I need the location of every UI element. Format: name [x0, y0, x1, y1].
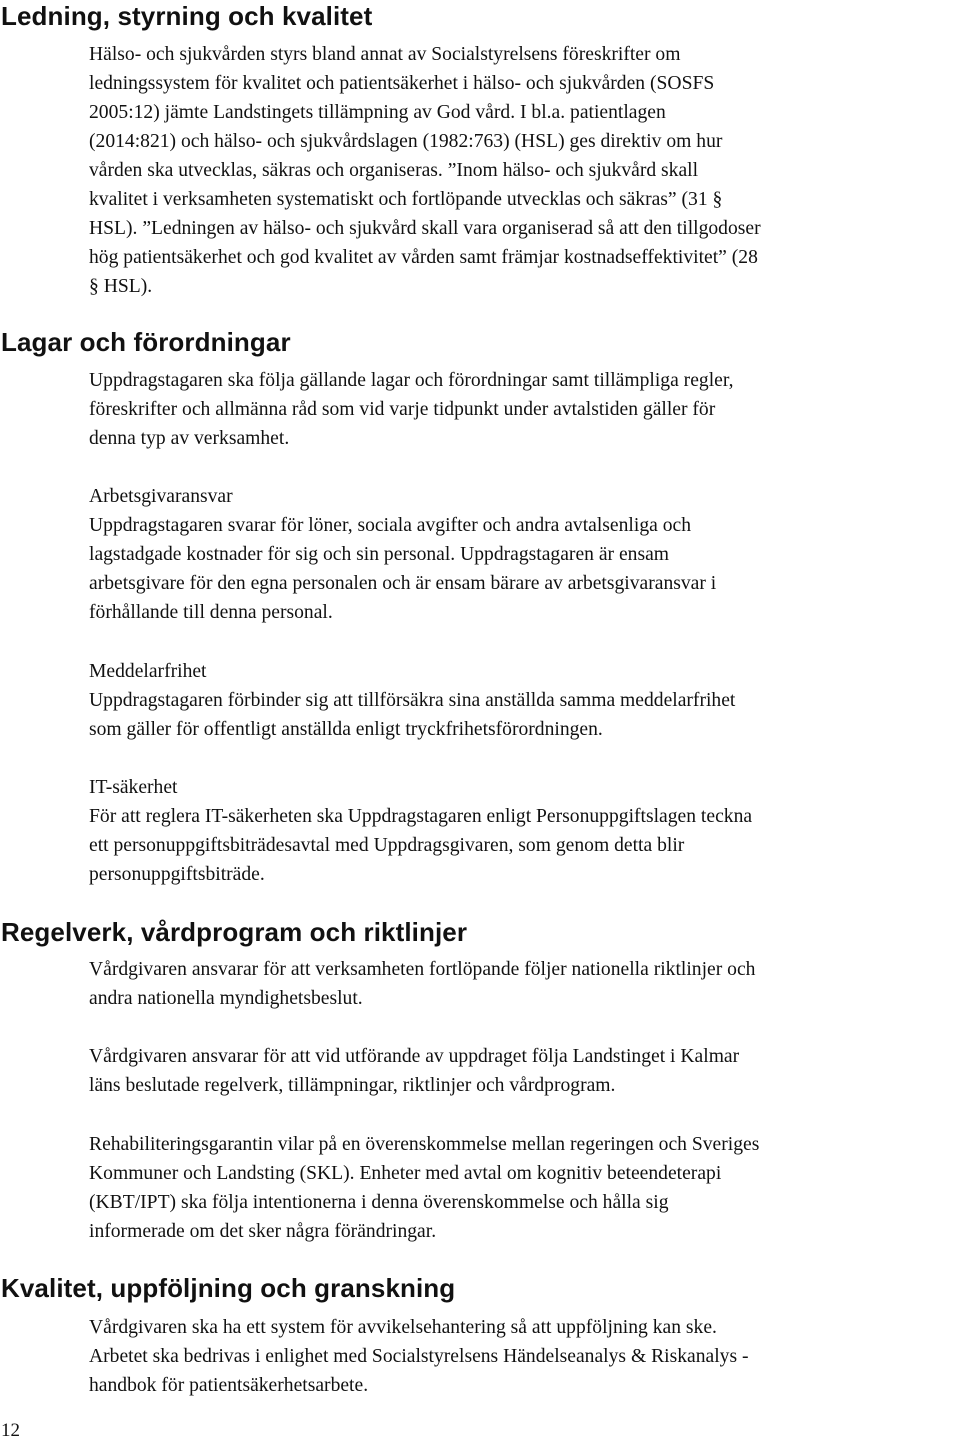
text-line: Uppdragstagaren ska följa gällande lagar och förordningar samt tillämpliga regler,	[89, 370, 734, 391]
section-heading-ledning: Ledning, styrning och kvalitet	[1, 1, 373, 31]
text-line: föreskrifter och allmänna råd som vid varje tidpunkt under avtalstiden gäller för	[89, 399, 716, 420]
text-line: handbok för patientsäkerhetsarbete.	[89, 1375, 369, 1396]
section-heading-lagar: Lagar och förordningar	[1, 327, 291, 357]
text-line: informerade om det sker några förändringar.	[89, 1221, 437, 1242]
text-line: andra nationella myndighetsbeslut.	[89, 988, 363, 1009]
paragraph-avvikelsehantering	[89, 1313, 749, 1400]
text-line: ledningssystem för kvalitet och patientsäkerhet i hälso- och sjukvården (SOSFS	[89, 73, 715, 94]
text-line: lagstadgade kostnader för sig och sin personal. Uppdragstagaren är ensam	[89, 544, 670, 565]
text-line: ett personuppgiftsbiträdesavtal med Uppdragsgivaren, som genom detta blir	[89, 835, 685, 856]
text-line: För att reglera IT-säkerheten ska Uppdragstagaren enligt Personuppgiftslagen teckna	[89, 806, 753, 827]
text-line: Vårdgivaren ansvarar för att vid utförande av uppdraget följa Landstinget i Kalmar	[89, 1046, 740, 1067]
text-line: arbetsgivare för den egna personalen och är ensam bärare av arbetsgivaransvar i	[89, 573, 717, 594]
text-line: som gäller för offentligt anställda enligt tryckfrihetsförordningen.	[89, 719, 603, 740]
text-line: vården ska utvecklas, säkras och organiseras. ”Inom hälso- och sjukvård skall	[89, 160, 699, 181]
text-line: denna typ av verksamhet.	[89, 428, 290, 449]
text-line: 2005:12) jämte Landstingets tillämpning av God vård. I bl.a. patientlagen	[89, 102, 666, 123]
text-line: Vårdgivaren ska ha ett system för avvikelsehantering så att uppföljning kan ske.	[89, 1317, 717, 1338]
text-line: Rehabiliteringsgarantin vilar på en överenskommelse mellan regeringen och Sveriges	[89, 1134, 760, 1155]
paragraph-rehabiliteringsgaranti	[89, 1130, 759, 1246]
text-line: (KBT/IPT) ska följa intentionerna i denna överenskommelse och hålla sig	[89, 1192, 669, 1213]
text-line: Arbetet ska bedrivas i enlighet med Socialstyrelsens Händelseanalys & Riskanalys -	[89, 1346, 749, 1367]
paragraph-landstinget-regelverk	[89, 1042, 739, 1100]
paragraph-nationella-riktlinjer	[89, 955, 755, 1013]
text-line: Kommuner och Landsting (SKL). Enheter med avtal om kognitiv beteendeterapi	[89, 1163, 722, 1184]
text-line: Uppdragstagaren svarar för löner, sociala avgifter och andra avtalsenliga och	[89, 515, 692, 536]
section-heading-regelverk: Regelverk, vårdprogram och riktlinjer	[1, 917, 468, 947]
paragraph-it-sakerhet	[89, 773, 752, 889]
text-line: förhållande till denna personal.	[89, 602, 333, 623]
subheading-meddelarfrihet: Meddelarfrihet	[89, 661, 207, 682]
text-line: Uppdragstagaren förbinder sig att tillförsäkra sina anställda samma meddelarfrihet	[89, 690, 736, 711]
paragraph-arbetsgivaransvar	[89, 482, 716, 627]
subheading-it-sakerhet: IT-säkerhet	[89, 777, 178, 798]
paragraph-lagar-forordningar	[89, 366, 733, 453]
text-line: personuppgiftsbiträde.	[89, 864, 265, 885]
text-line: Vårdgivaren ansvarar för att verksamheten fortlöpande följer nationella riktlinjer och	[89, 959, 756, 980]
paragraph-meddelarfrihet	[89, 657, 735, 744]
text-line: läns beslutade regelverk, tillämpningar, riktlinjer och vårdprogram.	[89, 1075, 616, 1096]
text-line: Hälso- och sjukvården styrs bland annat av Socialstyrelsens föreskrifter om	[89, 44, 681, 65]
section-heading-kvalitet: Kvalitet, uppföljning och granskning	[1, 1273, 456, 1303]
page-number: 12	[1, 1420, 20, 1441]
text-line: HSL). ”Ledningen av hälso- och sjukvård skall vara organiserad så att den tillgodoser	[89, 218, 761, 239]
text-line: § HSL).	[89, 276, 153, 297]
paragraph-ledning-styrning	[89, 40, 761, 301]
text-line: kvalitet i verksamheten systematiskt och fortlöpande utvecklas och säkras” (31 §	[89, 189, 723, 210]
text-line: (2014:821) och hälso- och sjukvårdslagen (1982:763) (HSL) ges direktiv om hur	[89, 131, 723, 152]
subheading-arbetsgivaransvar: Arbetsgivaransvar	[89, 486, 233, 507]
text-line: hög patientsäkerhet och god kvalitet av vården samt främjar kostnadseffektivitet” (28	[89, 247, 758, 268]
